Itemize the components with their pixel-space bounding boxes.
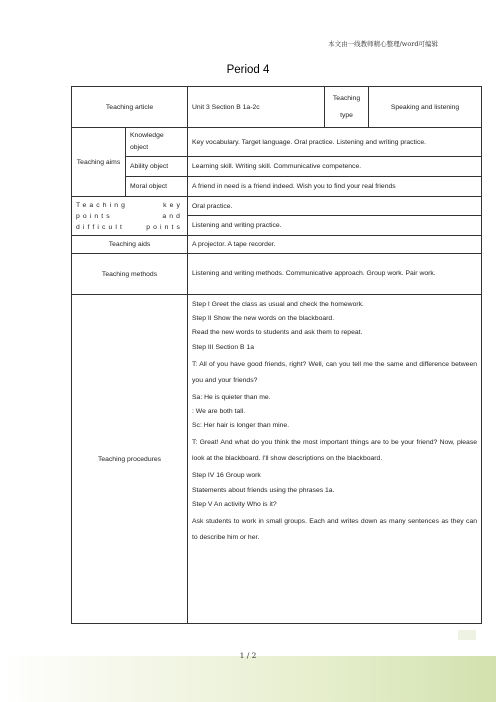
moral-value: A friend in need is a friend indeed. Wish you to find your real friends: [188, 177, 482, 197]
procedure-line: Step V An activity Who is it?: [192, 500, 277, 508]
teaching-type-label-line2: type: [340, 112, 353, 119]
page-title: Period 4: [226, 64, 270, 76]
procedure-line: T: All of you have good friends, right? Well, can you tell me the same and difference between you and your friends?: [192, 360, 478, 384]
page-number: 1 / 2: [239, 651, 257, 660]
procedure-line: Sa: He is quieter than me.: [192, 393, 271, 401]
procedure-line: Ask students to work in small groups. Each and writes down as many sentences as they can to describe him or her.: [192, 518, 478, 542]
teaching-aims-label: Teaching aims: [72, 128, 126, 197]
teaching-aids-label: Teaching aids: [72, 236, 188, 254]
row-knowledge: [72, 128, 482, 157]
teaching-methods-label: Teaching methods: [72, 254, 188, 295]
lesson-plan-table: [71, 86, 482, 624]
keypoints-value-1: Oral practice.: [188, 197, 482, 216]
footer-decoration: [0, 656, 496, 702]
teaching-article-label: Teaching article: [72, 87, 188, 128]
keypoints-value-2: Listening and writing practice.: [188, 216, 482, 236]
ability-value: Learning skill. Writing skill. Communicative competence.: [188, 157, 482, 177]
row-moral: [72, 177, 482, 197]
teaching-type-label: [325, 87, 369, 128]
procedure-line: Step III Section B 1a: [192, 343, 254, 351]
procedure-line: : We are both tall.: [192, 408, 246, 416]
teaching-procedures-label: Teaching procedures: [72, 295, 188, 624]
teaching-aids-value: A projector. A tape recorder.: [188, 236, 482, 254]
row-teaching-article: [72, 87, 482, 128]
header-note: 本文由一线教师精心整理/word可编辑: [328, 40, 438, 48]
procedure-line: T: Great! And what do you think the most important things are to be your friend? Now, please look at the blackboard. I'll show descriptions on the blackboard.: [192, 439, 478, 463]
row-methods: [72, 254, 482, 295]
procedure-line: Step IV 16 Group work: [192, 472, 261, 480]
procedure-line: Step II Show the new words on the blackboard.: [192, 315, 335, 323]
teaching-procedures-content: [188, 295, 482, 624]
keypoints-label: Teaching key points and difficult points: [72, 197, 188, 236]
decorative-mark: [458, 630, 476, 640]
procedure-line: Read the new words to students and ask them to repeat.: [192, 329, 363, 337]
teaching-type-label-line1: Teaching: [332, 95, 361, 102]
procedure-line: Step I Greet the class as usual and check the homework.: [192, 301, 364, 308]
row-procedures: [72, 295, 482, 624]
procedure-line: Sc: Her hair is longer than mine.: [192, 422, 290, 430]
knowledge-label: Knowledge object: [126, 128, 188, 157]
moral-label: Moral object: [126, 177, 188, 197]
teaching-article-value: Unit 3 Section B 1a-2c: [188, 87, 325, 128]
row-keypoints-1: [72, 197, 482, 216]
knowledge-value: Key vocabulary. Target language. Oral practice. Listening and writing practice.: [188, 128, 482, 157]
ability-label: Ability object: [126, 157, 188, 177]
row-aids: [72, 236, 482, 254]
row-ability: [72, 157, 482, 177]
teaching-methods-value: Listening and writing methods. Communicative approach. Group work. Pair work.: [188, 254, 482, 295]
procedure-line: Statements about friends using the phrases 1a.: [192, 486, 335, 494]
teaching-type-value: Speaking and listening: [369, 87, 482, 128]
